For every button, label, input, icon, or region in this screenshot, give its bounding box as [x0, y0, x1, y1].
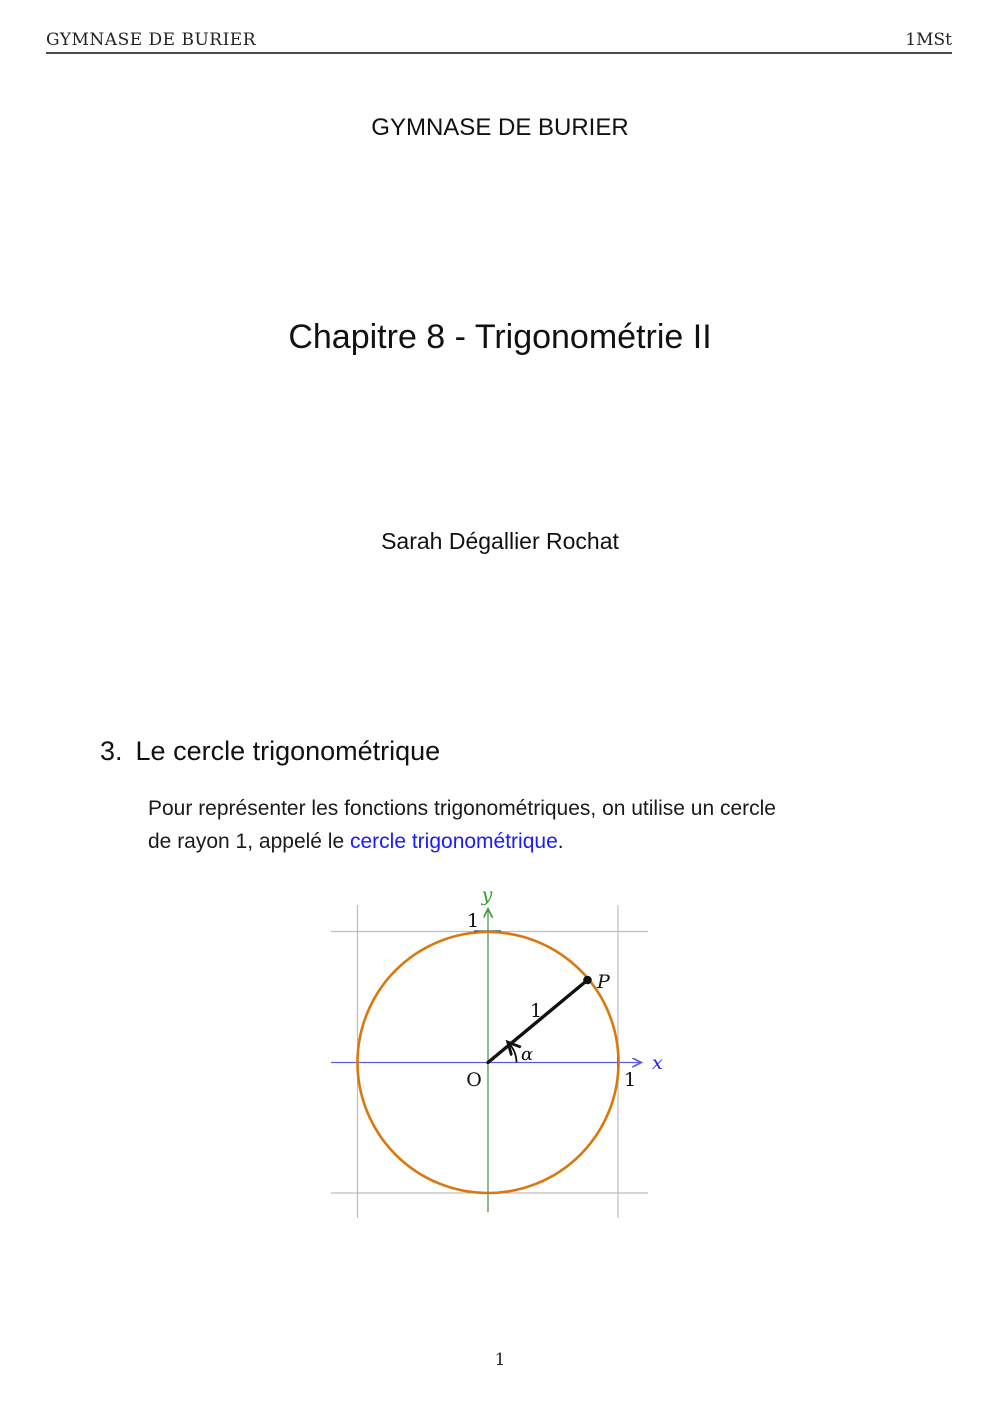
y-tick-label: 1: [466, 910, 480, 932]
x-axis-label: x: [652, 1052, 663, 1074]
section-heading: [100, 736, 440, 767]
x-tick-label: 1: [623, 1069, 637, 1091]
angle-label: α: [521, 1044, 534, 1065]
point-P-label: P: [597, 971, 610, 993]
section-title: Le cercle trigonométrique: [135, 736, 441, 766]
page-number: 1: [494, 1350, 506, 1370]
header-rule: [46, 52, 952, 54]
point-P-dot: [583, 976, 592, 985]
y-axis-label: y: [481, 884, 493, 906]
unit-circle-figure: [318, 868, 682, 1234]
paragraph-line-1: Pour représenter les fonctions trigonométriques, on utilise un cercle: [148, 797, 776, 820]
term-cercle-trigonometrique: cercle trigonométrique: [349, 830, 558, 853]
paragraph-line-2-period: .: [557, 830, 564, 853]
chapter-title: Chapitre 8 - Trigonométrie II: [288, 318, 712, 356]
header-right-text: 1MSt: [905, 30, 952, 50]
section-number: 3.: [100, 736, 123, 766]
paragraph-line-2: [148, 825, 868, 858]
origin-label: O: [466, 1069, 482, 1091]
header-left-text: GYMNASE DE BURIER: [46, 30, 257, 50]
radius-length-label: 1: [529, 1000, 543, 1022]
author-name: Sarah Dégallier Rochat: [381, 528, 619, 554]
body-paragraph: [148, 792, 868, 858]
institution-title: GYMNASE DE BURIER: [371, 114, 629, 141]
paragraph-line-2-text: de rayon 1, appelé le: [148, 830, 350, 853]
